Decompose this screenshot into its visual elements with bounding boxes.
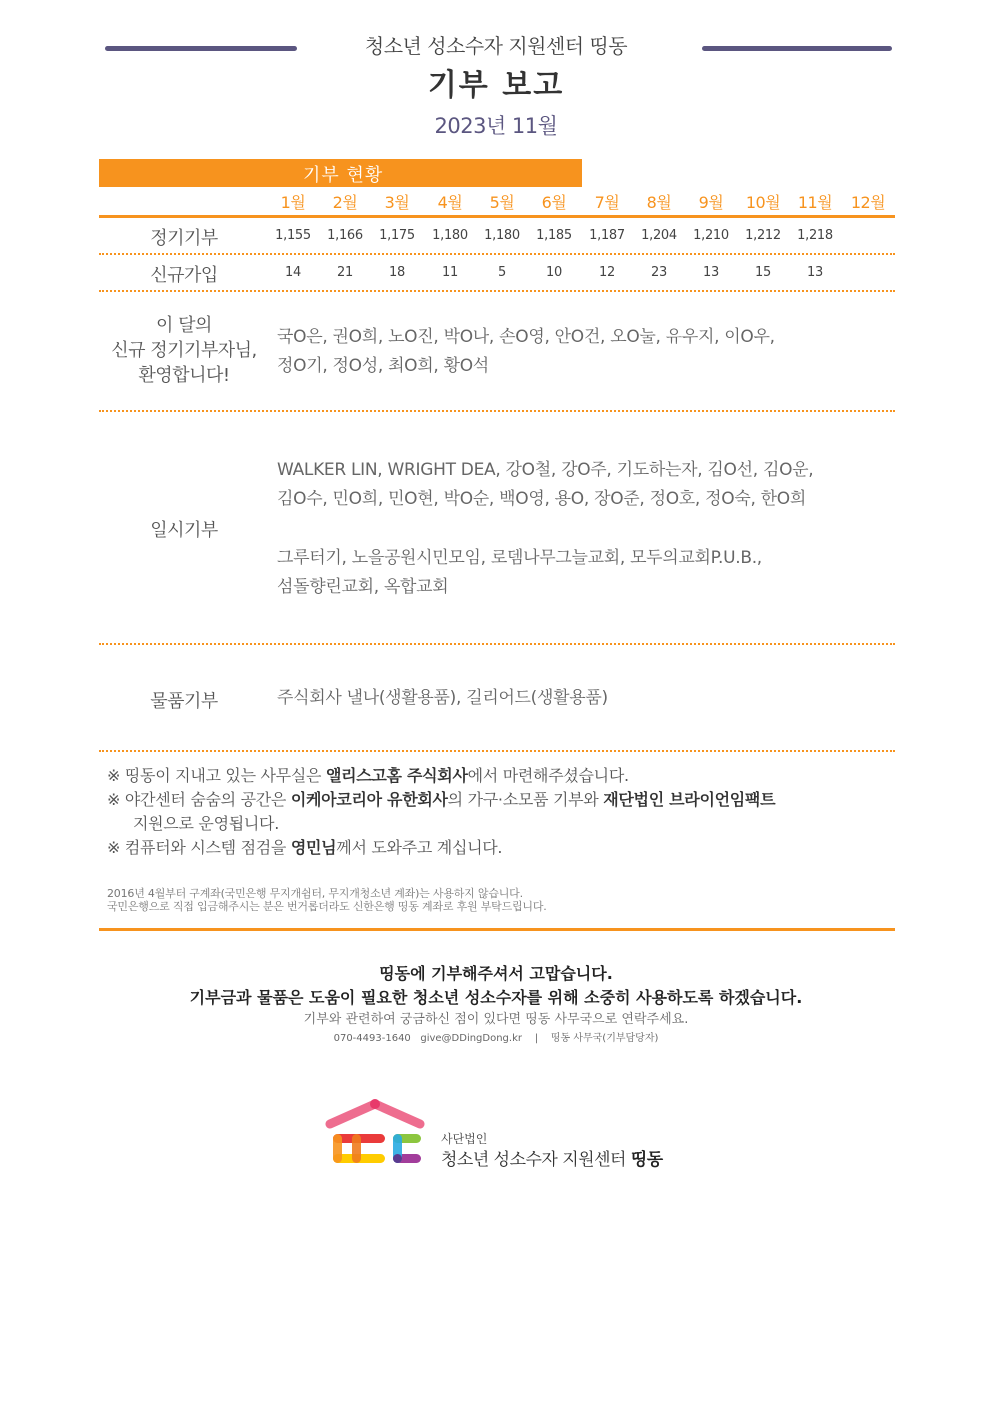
signup-count-cell: 13 (807, 265, 823, 280)
page-title: 기부 보고 (427, 68, 565, 103)
thanks-message: 띵동에 기부해주셔서 고맙습니다. (379, 964, 613, 983)
month-header-row (267, 190, 895, 216)
reference-mark: ※ (107, 838, 121, 857)
month-header: 3월 (384, 193, 410, 212)
new-donors-label-line: 신규 정기기부자님, (111, 340, 257, 361)
note-night-center (107, 788, 897, 812)
sponsor-notes (107, 764, 897, 860)
row-divider (99, 290, 895, 292)
one-time-donation-label: 일시기부 (150, 520, 218, 541)
note-text: 띵동이 지내고 있는 사무실은 (124, 766, 326, 785)
regular-count-cell: 1,210 (693, 228, 729, 243)
regular-donation-label: 정기기부 (150, 228, 218, 249)
one-time-individuals-list (277, 456, 897, 514)
new-donors-label (99, 313, 269, 388)
names-line: 정O기, 정O성, 최O희, 황O석 (277, 356, 489, 376)
contact-prompt: 기부와 관련하여 궁금하신 점이 있다면 띵동 사무국으로 연락주세요. (303, 1012, 689, 1027)
signup-count-cell: 21 (337, 265, 353, 280)
month-header: 2월 (332, 193, 358, 212)
month-header: 10월 (745, 193, 781, 212)
signup-count-cell: 12 (599, 265, 615, 280)
logo-subtitle: 사단법인 (441, 1132, 488, 1146)
regular-count-cell: 1,175 (379, 228, 415, 243)
note-office (107, 764, 897, 788)
row-divider (99, 410, 895, 412)
sponsor-name: 이케아코리아 유한회사 (290, 790, 448, 809)
table-header-rule (99, 215, 895, 218)
note-night-center-cont: 지원으로 운영됩니다. (133, 814, 279, 833)
regular-count-cell: 1,218 (797, 228, 833, 243)
names-line: 그루터기, 노을공원시민모임, 로뎀나무그늘교회, 모두의교회P.U.B., (277, 548, 762, 568)
regular-count-cell: 1,155 (275, 228, 311, 243)
signup-count-cell: 5 (498, 265, 506, 280)
new-signups-row (267, 265, 895, 285)
signup-count-cell: 18 (389, 265, 405, 280)
logo-name-text: 청소년 성소수자 지원센터 (441, 1150, 631, 1170)
account-notice-line: 국민은행으로 직접 입금해주시는 분은 번거롭더라도 신한은행 띵동 계좌로 후원 부탁드립니다. (107, 900, 547, 913)
note-it-support (107, 836, 897, 860)
sponsor-name: 앨리스고홈 주식회사 (325, 766, 468, 785)
one-time-groups-list (277, 544, 897, 602)
note-text: 컴퓨터와 시스템 점검을 (124, 838, 291, 857)
account-notice (107, 887, 897, 913)
month-header: 7월 (594, 193, 620, 212)
regular-count-cell: 1,204 (641, 228, 677, 243)
signup-count-cell: 10 (546, 265, 562, 280)
note-text: 에서 마련해주셨습니다. (467, 766, 629, 785)
month-header: 6월 (541, 193, 567, 212)
row-divider (99, 253, 895, 255)
month-header: 11월 (797, 193, 833, 212)
new-donors-label-line: 환영합니다! (138, 365, 230, 386)
regular-count-cell: 1,180 (484, 228, 520, 243)
logo-name (441, 1145, 663, 1170)
regular-count-cell: 1,180 (432, 228, 468, 243)
in-kind-list: 주식회사 낼나(생활용품), 길리어드(생활용품) (277, 688, 608, 708)
new-signups-label: 신규가입 (150, 265, 218, 286)
signup-count-cell: 15 (755, 265, 771, 280)
separator: | (534, 1033, 539, 1044)
contact-info (0, 1029, 992, 1044)
month-header: 8월 (646, 193, 672, 212)
names-line: 김O수, 민O희, 민O현, 박O순, 백O영, 용O, 장O준, 정O호, 정O숙, 한O희 (277, 489, 806, 509)
month-header: 4월 (437, 193, 463, 212)
names-line: 섬돌향린교회, 옥합교회 (277, 577, 449, 597)
regular-count-cell: 1,187 (589, 228, 625, 243)
in-kind-donation-label: 물품기부 (150, 691, 218, 712)
regular-donation-row (267, 228, 895, 248)
phone-number: 070-4493-1640 (333, 1033, 411, 1044)
signup-count-cell: 14 (285, 265, 301, 280)
month-header: 5월 (489, 193, 515, 212)
names-line: WALKER LIN, WRIGHT DEA, 강O철, 강O주, 기도하는자, 김O선, 김O운, (277, 460, 814, 480)
new-donors-label-line: 이 달의 (156, 315, 212, 336)
org-name: 청소년 성소수자 지원센터 띵동 (364, 34, 628, 58)
month-header: 12월 (850, 193, 886, 212)
office-name: 띵동 사무국(기부담당자) (550, 1033, 659, 1044)
footer-rule (99, 928, 895, 931)
note-text: 의 가구·소모품 기부와 (447, 790, 604, 809)
ddingdong-logo-icon (322, 1098, 428, 1166)
email-link[interactable]: give@DDingDong.kr (420, 1033, 522, 1044)
reference-mark: ※ (107, 790, 121, 809)
signup-count-cell: 11 (442, 265, 458, 280)
signup-count-cell: 13 (703, 265, 719, 280)
report-date: 2023년 11월 (434, 114, 558, 138)
regular-count-cell: 1,185 (536, 228, 572, 243)
sponsor-name: 영민님 (290, 838, 337, 857)
names-line: 국O은, 권O희, 노O진, 박O나, 손O영, 안O건, 오O눌, 유우지, 이O우, (277, 327, 775, 347)
usage-promise: 기부금과 물품은 도움이 필요한 청소년 성소수자를 위해 소중히 사용하도록 하겠습니다. (189, 988, 803, 1007)
sponsor-name: 재단법인 브라이언임팩트 (603, 790, 776, 809)
note-text: 께서 도와주고 계십니다. (336, 838, 503, 857)
row-divider (99, 643, 895, 645)
account-notice-line: 2016년 4월부터 구계좌(국민은행 무지개쉼터, 무지개청소년 계좌)는 사용하지 않습니다. (107, 887, 523, 900)
logo-name-brand: 띵동 (630, 1150, 663, 1170)
reference-mark: ※ (107, 766, 121, 785)
status-section-header (99, 159, 582, 187)
row-divider (99, 750, 895, 752)
status-section-label: 기부 현황 (303, 165, 384, 186)
regular-count-cell: 1,212 (745, 228, 781, 243)
note-text: 야간센터 숨숨의 공간은 (124, 790, 291, 809)
signup-count-cell: 23 (651, 265, 667, 280)
month-header: 1월 (280, 193, 306, 212)
month-header: 9월 (698, 193, 724, 212)
regular-count-cell: 1,166 (327, 228, 363, 243)
new-donors-list (277, 323, 897, 381)
